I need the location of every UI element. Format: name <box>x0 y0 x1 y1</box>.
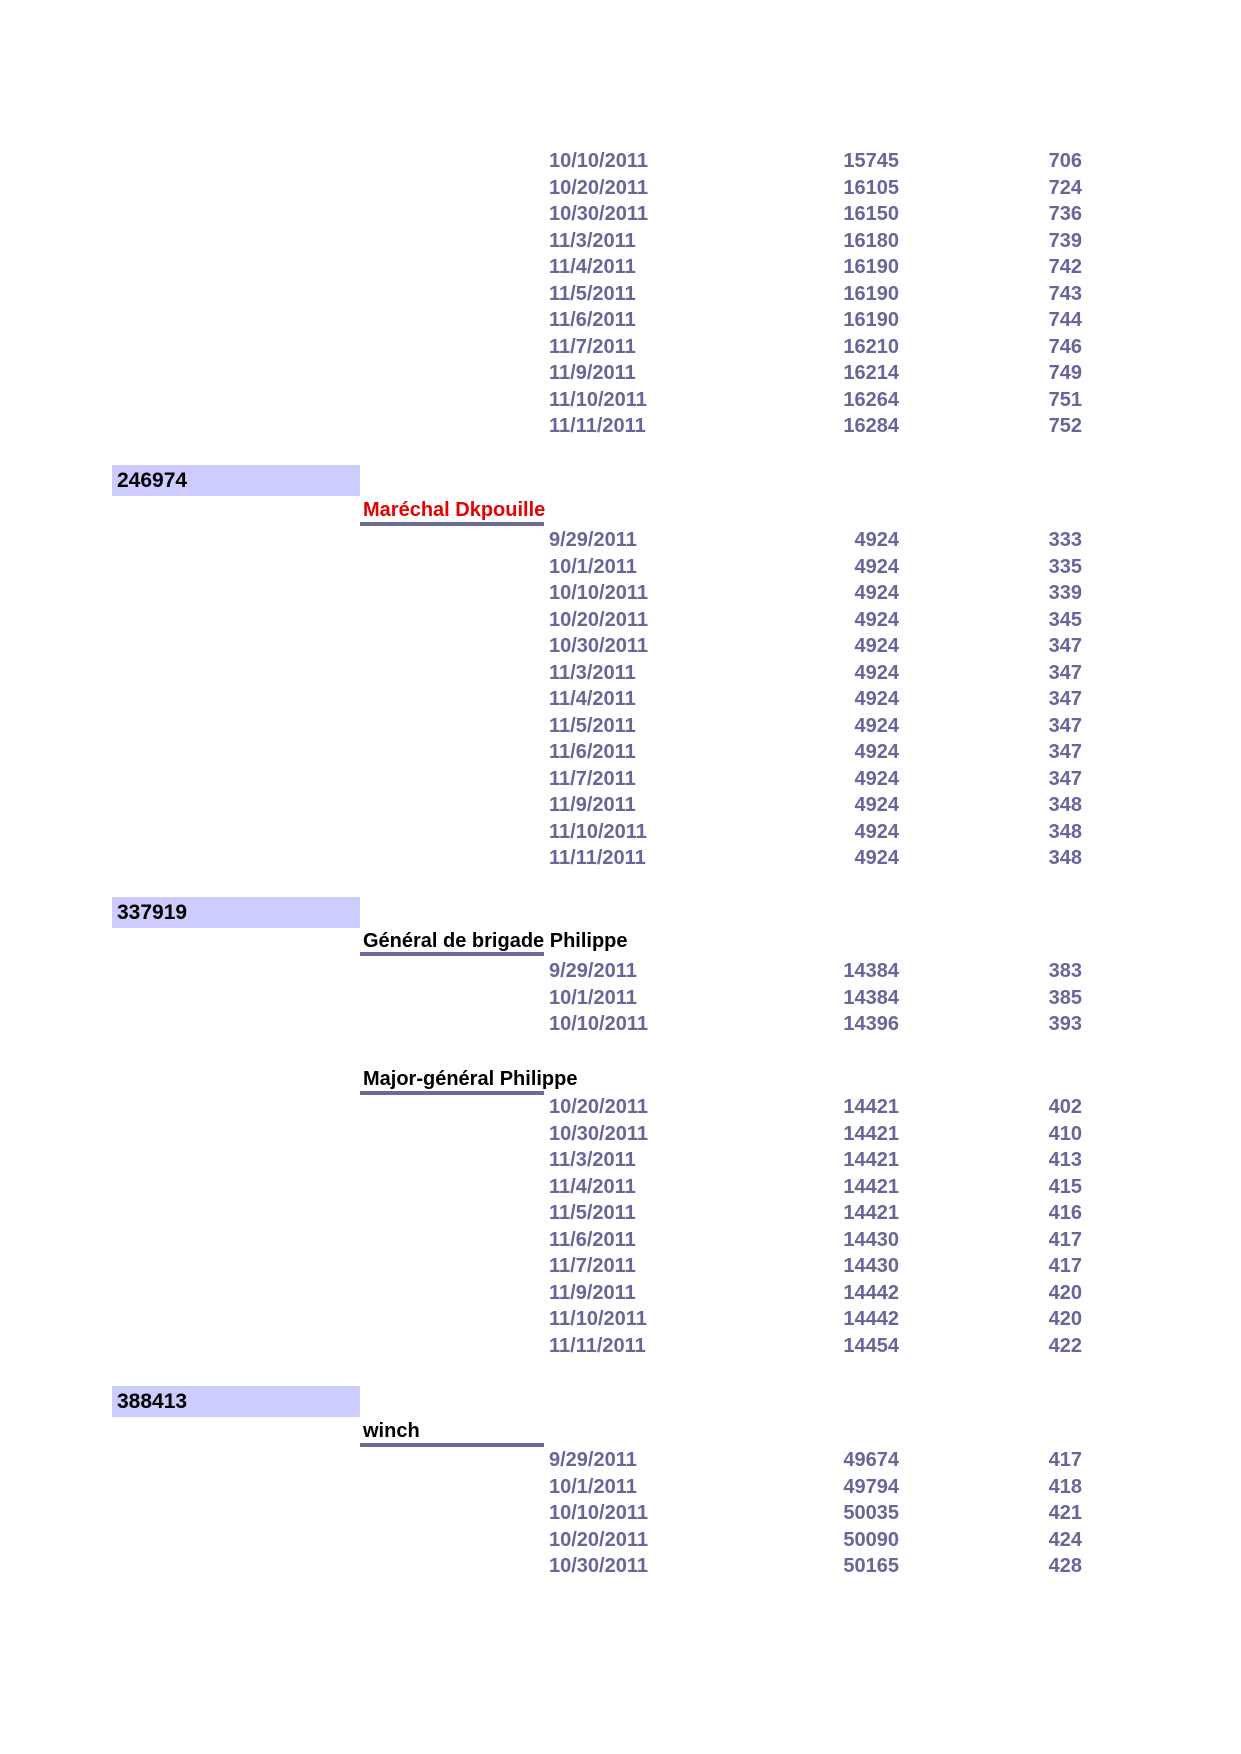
date-cell: 11/10/2011 <box>549 388 647 411</box>
table-row <box>0 557 1241 581</box>
value-cell-1: 14384 <box>843 986 899 1009</box>
value-cell-2: 742 <box>1048 256 1082 278</box>
value-cell-2: 736 <box>1048 203 1082 225</box>
value-cell-1: 16284 <box>843 415 899 437</box>
value-cell-1: 4924 <box>854 820 899 843</box>
table-row <box>0 257 1241 281</box>
table-row <box>0 961 1241 985</box>
table-row <box>0 1503 1241 1527</box>
value-cell-2: 752 <box>1048 415 1082 437</box>
table-row <box>0 151 1241 175</box>
date-cell: 11/7/2011 <box>549 335 636 358</box>
value-cell-2: 393 <box>1048 1013 1082 1035</box>
name-underline-divider <box>360 1091 544 1095</box>
table-row <box>0 583 1241 607</box>
table-row <box>0 716 1241 740</box>
table-row <box>0 1556 1241 1580</box>
date-cell: 11/5/2011 <box>549 282 636 305</box>
table-row <box>0 178 1241 202</box>
value-cell-1: 14421 <box>843 1122 899 1145</box>
value-cell-2: 413 <box>1048 1149 1082 1171</box>
value-cell-1: 16190 <box>843 282 899 305</box>
value-cell-1: 4924 <box>854 847 899 869</box>
table-row <box>0 689 1241 713</box>
table-row <box>0 769 1241 793</box>
value-cell-2: 383 <box>1048 960 1082 982</box>
table-row <box>0 822 1241 846</box>
value-cell-2: 428 <box>1048 1555 1082 1577</box>
value-cell-2: 410 <box>1048 1122 1082 1145</box>
value-cell-2: 416 <box>1048 1202 1082 1224</box>
record-name-label: winch <box>363 1420 420 1442</box>
value-cell-2: 422 <box>1048 1334 1082 1357</box>
date-cell: 10/10/2011 <box>549 1013 648 1035</box>
date-cell: 10/30/2011 <box>549 1122 648 1145</box>
table-row <box>0 636 1241 660</box>
date-cell: 11/9/2011 <box>549 1281 636 1304</box>
value-cell-2: 348 <box>1048 820 1082 843</box>
value-cell-1: 49794 <box>843 1475 899 1498</box>
value-cell-1: 16190 <box>843 256 899 278</box>
date-cell: 9/29/2011 <box>549 960 637 982</box>
value-cell-1: 4924 <box>854 714 899 737</box>
date-cell: 11/3/2011 <box>549 229 636 252</box>
table-row <box>0 610 1241 634</box>
value-cell-2: 347 <box>1048 688 1082 710</box>
value-cell-2: 420 <box>1048 1281 1082 1304</box>
table-row <box>0 204 1241 228</box>
table-row <box>0 663 1241 687</box>
record-id-cell: 388413 <box>112 1386 360 1417</box>
name-underline-divider <box>360 1443 544 1447</box>
date-cell: 11/9/2011 <box>549 362 636 384</box>
date-cell: 9/29/2011 <box>549 529 637 551</box>
date-cell: 10/10/2011 <box>549 1502 648 1524</box>
value-cell-1: 16180 <box>843 229 899 252</box>
table-row <box>0 1177 1241 1201</box>
value-cell-1: 4924 <box>854 767 899 790</box>
value-cell-1: 4924 <box>854 529 899 551</box>
value-cell-2: 420 <box>1048 1308 1082 1330</box>
value-cell-1: 50165 <box>843 1555 899 1577</box>
value-cell-2: 746 <box>1048 335 1082 358</box>
value-cell-2: 739 <box>1048 229 1082 252</box>
table-row <box>0 1203 1241 1227</box>
value-cell-2: 347 <box>1048 767 1082 790</box>
value-cell-1: 14396 <box>843 1013 899 1035</box>
date-cell: 11/6/2011 <box>549 309 636 331</box>
date-cell: 11/4/2011 <box>549 688 636 710</box>
value-cell-2: 415 <box>1048 1175 1082 1198</box>
value-cell-2: 335 <box>1048 555 1082 578</box>
date-cell: 11/5/2011 <box>549 1202 636 1224</box>
value-cell-1: 4924 <box>854 741 899 763</box>
value-cell-2: 417 <box>1048 1449 1082 1471</box>
value-cell-2: 347 <box>1048 714 1082 737</box>
date-cell: 11/6/2011 <box>549 741 636 763</box>
value-cell-1: 16214 <box>843 362 899 384</box>
value-cell-2: 417 <box>1048 1255 1082 1277</box>
value-cell-1: 4924 <box>854 555 899 578</box>
date-cell: 11/11/2011 <box>549 847 646 869</box>
value-cell-1: 16210 <box>843 335 899 358</box>
date-cell: 11/9/2011 <box>549 794 636 816</box>
value-cell-1: 14421 <box>843 1096 899 1118</box>
table-row <box>0 1336 1241 1360</box>
table-row <box>0 363 1241 387</box>
name-underline-divider <box>360 952 544 956</box>
value-cell-1: 4924 <box>854 635 899 657</box>
date-cell: 10/10/2011 <box>549 150 648 172</box>
date-cell: 10/1/2011 <box>549 986 637 1009</box>
record-name-label: Maréchal Dkpouille <box>363 499 546 521</box>
table-row <box>0 1309 1241 1333</box>
value-cell-2: 418 <box>1048 1475 1082 1498</box>
date-cell: 10/1/2011 <box>549 1475 637 1498</box>
table-row <box>0 284 1241 308</box>
date-cell: 11/4/2011 <box>549 256 636 278</box>
value-cell-1: 4924 <box>854 688 899 710</box>
date-cell: 11/7/2011 <box>549 1255 636 1277</box>
date-cell: 11/7/2011 <box>549 767 636 790</box>
value-cell-1: 49674 <box>843 1449 899 1471</box>
value-cell-2: 743 <box>1048 282 1082 305</box>
date-cell: 10/20/2011 <box>549 176 648 199</box>
value-cell-2: 347 <box>1048 741 1082 763</box>
value-cell-2: 706 <box>1048 150 1082 172</box>
value-cell-2: 347 <box>1048 635 1082 657</box>
date-cell: 11/10/2011 <box>549 1308 647 1330</box>
date-cell: 11/5/2011 <box>549 714 636 737</box>
table-row <box>0 1477 1241 1501</box>
value-cell-1: 14421 <box>843 1149 899 1171</box>
table-row <box>0 1124 1241 1148</box>
date-cell: 11/11/2011 <box>549 1334 646 1357</box>
table-row <box>0 1256 1241 1280</box>
value-cell-1: 4924 <box>854 582 899 604</box>
value-cell-2: 347 <box>1048 661 1082 684</box>
table-row <box>0 337 1241 361</box>
value-cell-1: 16105 <box>843 176 899 199</box>
value-cell-1: 50035 <box>843 1502 899 1524</box>
table-row <box>0 416 1241 440</box>
date-cell: 10/20/2011 <box>549 1528 648 1551</box>
value-cell-1: 4924 <box>854 794 899 816</box>
table-row <box>0 1150 1241 1174</box>
date-cell: 11/3/2011 <box>549 661 636 684</box>
table-row <box>0 530 1241 554</box>
value-cell-1: 14454 <box>843 1334 899 1357</box>
value-cell-1: 16190 <box>843 309 899 331</box>
date-cell: 11/10/2011 <box>549 820 647 843</box>
value-cell-2: 385 <box>1048 986 1082 1009</box>
value-cell-2: 345 <box>1048 608 1082 631</box>
value-cell-1: 14421 <box>843 1202 899 1224</box>
date-cell: 11/6/2011 <box>549 1228 636 1251</box>
date-cell: 11/3/2011 <box>549 1149 636 1171</box>
date-cell: 10/20/2011 <box>549 608 648 631</box>
value-cell-1: 4924 <box>854 661 899 684</box>
value-cell-2: 348 <box>1048 847 1082 869</box>
record-name-label: Major-général Philippe <box>363 1068 578 1090</box>
value-cell-2: 744 <box>1048 309 1082 331</box>
table-row <box>0 310 1241 334</box>
table-row <box>0 231 1241 255</box>
value-cell-2: 421 <box>1048 1502 1082 1524</box>
value-cell-1: 14430 <box>843 1228 899 1251</box>
table-row <box>0 795 1241 819</box>
value-cell-1: 14442 <box>843 1281 899 1304</box>
record-id-cell: 246974 <box>112 465 360 496</box>
date-cell: 10/30/2011 <box>549 1555 648 1577</box>
value-cell-1: 14421 <box>843 1175 899 1198</box>
table-row <box>0 1230 1241 1254</box>
date-cell: 10/1/2011 <box>549 555 637 578</box>
value-cell-1: 14384 <box>843 960 899 982</box>
date-cell: 11/4/2011 <box>549 1175 636 1198</box>
value-cell-2: 339 <box>1048 582 1082 604</box>
record-id-cell: 337919 <box>112 897 360 928</box>
value-cell-2: 424 <box>1048 1528 1082 1551</box>
value-cell-2: 402 <box>1048 1096 1082 1118</box>
table-row <box>0 1530 1241 1554</box>
value-cell-2: 333 <box>1048 529 1082 551</box>
value-cell-1: 14442 <box>843 1308 899 1330</box>
value-cell-1: 15745 <box>843 150 899 172</box>
table-row <box>0 1450 1241 1474</box>
value-cell-1: 16150 <box>843 203 899 225</box>
table-row <box>0 848 1241 872</box>
record-name-label: Général de brigade Philippe <box>363 930 628 952</box>
value-cell-1: 14430 <box>843 1255 899 1277</box>
date-cell: 10/20/2011 <box>549 1096 648 1118</box>
value-cell-2: 348 <box>1048 794 1082 816</box>
date-cell: 10/30/2011 <box>549 203 648 225</box>
date-cell: 11/11/2011 <box>549 415 646 437</box>
value-cell-2: 749 <box>1048 362 1082 384</box>
table-row <box>0 742 1241 766</box>
name-underline-divider <box>360 522 544 526</box>
value-cell-2: 751 <box>1048 388 1082 411</box>
date-cell: 10/30/2011 <box>549 635 648 657</box>
table-row <box>0 1014 1241 1038</box>
table-row <box>0 390 1241 414</box>
value-cell-1: 4924 <box>854 608 899 631</box>
date-cell: 10/10/2011 <box>549 582 648 604</box>
date-cell: 9/29/2011 <box>549 1449 637 1471</box>
value-cell-2: 724 <box>1048 176 1082 199</box>
table-row <box>0 1097 1241 1121</box>
table-row <box>0 988 1241 1012</box>
value-cell-1: 50090 <box>843 1528 899 1551</box>
value-cell-1: 16264 <box>843 388 899 411</box>
table-row <box>0 1283 1241 1307</box>
value-cell-2: 417 <box>1048 1228 1082 1251</box>
